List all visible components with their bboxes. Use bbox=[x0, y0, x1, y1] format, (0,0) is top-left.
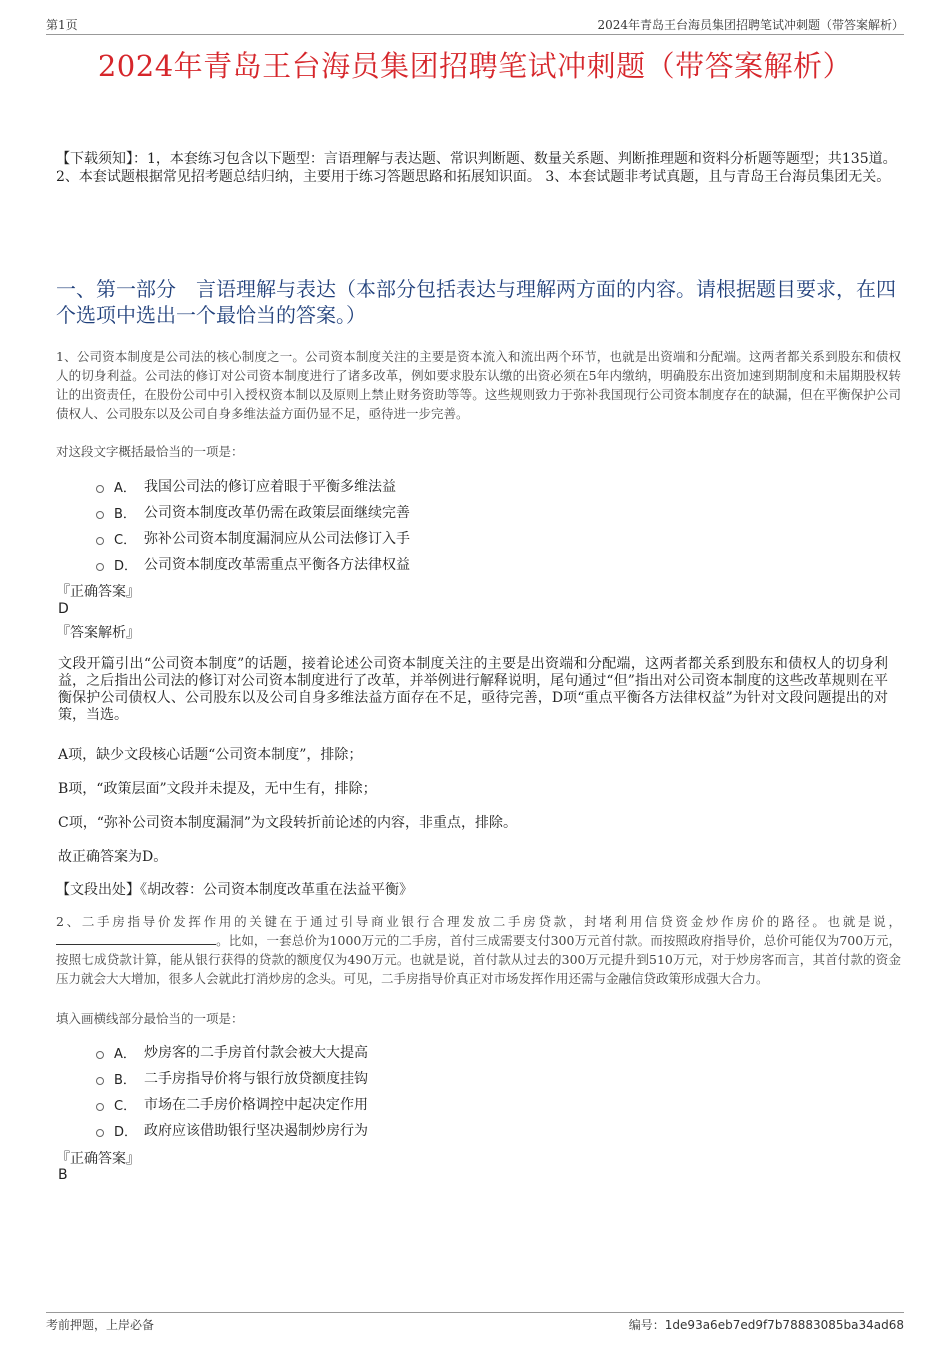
question-1-option-b[interactable]: B． 公司资本制度改革仍需在政策层面继续完善 bbox=[96, 499, 410, 525]
footer-code: 编号：1de93a6eb7ed9f7b78883085ba34ad68 bbox=[628, 1318, 904, 1332]
page-footer bbox=[46, 1312, 904, 1332]
question-1-text: 1、公司资本制度是公司法的核心制度之一。公司资本制度关注的主要是资本流入和流出两个环节，也就是出资端和分配端。这两者都关系到股东和债权人的切身利益。公司法的修订对公司资本制度进行了诸多改革，例如要求股东认缴的出资必须在5年内缴纳，明确股东出资加速到期制度和未届期股权转让的出资责任，在股份公司中引入授权资本制以及原则上禁止财务资助等等。这些规则致力于弥补我国现行公司资本制度存在的缺漏，但在平衡保护公司债权人、公司股东以及公司自身多维法益方面仍显不足，亟待进一步完善。 bbox=[56, 349, 901, 421]
question-2-prompt: 填入画横线部分最恰当的一项是： bbox=[56, 1011, 244, 1026]
page-number: 第1页 bbox=[46, 18, 78, 32]
question-2-option-a[interactable]: A． 炒房客的二手房首付款会被大大提高 bbox=[96, 1039, 368, 1065]
question-1-option-c[interactable]: C． 弥补公司资本制度漏洞应从公司法修订入手 bbox=[96, 525, 410, 551]
question-2-option-b[interactable]: B． 二手房指导价将与银行放贷额度挂钩 bbox=[96, 1065, 368, 1091]
question-2-option-d[interactable]: D． 政府应该借助银行坚决遏制炒房行为 bbox=[96, 1117, 368, 1143]
question-1-prompt: 对这段文字概括最恰当的一项是： bbox=[56, 444, 244, 459]
radio-icon[interactable] bbox=[96, 1077, 104, 1085]
question-1-options bbox=[96, 473, 410, 577]
section-title: 一、第一部分 言语理解与表达（本部分包括表达与理解两方面的内容。请根据题目要求，在四个选项中选出一个最恰当的答案。） bbox=[56, 277, 896, 327]
footer-slogan: 考前押题，上岸必备 bbox=[46, 1318, 155, 1332]
analysis-line-c: C项，“弥补公司资本制度漏洞”为文段转折前论述的内容，非重点，排除。 bbox=[58, 815, 518, 831]
question-1-source: 【文段出处】《胡改蓉：公司资本制度改革重在法益平衡》 bbox=[56, 882, 413, 898]
question-2-answer: B bbox=[58, 1167, 68, 1183]
radio-icon[interactable] bbox=[96, 563, 104, 571]
question-1-answer: D bbox=[58, 601, 69, 617]
radio-icon[interactable] bbox=[96, 1129, 104, 1137]
question-2-option-c[interactable]: C． 市场在二手房价格调控中起决定作用 bbox=[96, 1091, 368, 1117]
question-2-answer-label: 『正确答案』 bbox=[56, 1151, 140, 1167]
analysis-conclusion: 故正确答案为D。 bbox=[58, 849, 168, 865]
question-2-text: 2、二手房指导价发挥作用的关键在于通过引导商业银行合理发放二手房贷款，封堵利用信贷资金炒作房价的路径。也就是说，。比如，一套总价为1000万元的二手房，首付三成需要支付300万元首付款。而按照政府指导价，总价可能仅为700万元，按照七成贷款计算，能从银行获得的贷款的额度仅为490万元。也就是说，首付款从过去的300万元提升到510万元，对于炒房客而言，其首付款的资金压力就会大大增加，很多人会就此打消炒房的念头。可见，二手房指导价真正对市场发挥作用还需与金融信贷政策形成强大合力。 bbox=[56, 914, 901, 986]
radio-icon[interactable] bbox=[96, 511, 104, 519]
question-1-answer-label: 『正确答案』 bbox=[56, 584, 140, 600]
question-1-analysis-label: 『答案解析』 bbox=[56, 625, 140, 641]
header-doc-title: 2024年青岛王台海员集团招聘笔试冲刺题（带答案解析） bbox=[597, 18, 904, 32]
download-notice: 【下载须知】：1，本套练习包含以下题型：言语理解与表达题、常识判断题、数量关系题、判断推理题和资料分析题等题型；共135道。 2、本套试题根据常见招考题总结归纳，主要用于练习答题思路和拓展知识面。 3、本套试题非考试真题，且与青岛王台海员集团无关。 bbox=[56, 151, 897, 185]
radio-icon[interactable] bbox=[96, 1103, 104, 1111]
document-title: 2024年青岛王台海员集团招聘笔试冲刺题（带答案解析） bbox=[97, 49, 853, 83]
radio-icon[interactable] bbox=[96, 485, 104, 493]
question-1-option-d[interactable]: D． 公司资本制度改革需重点平衡各方法律权益 bbox=[96, 551, 410, 577]
radio-icon[interactable] bbox=[96, 1051, 104, 1059]
question-2-options bbox=[96, 1039, 368, 1143]
analysis-line-a: A项，缺少文段核心话题“公司资本制度”，排除； bbox=[58, 747, 363, 763]
radio-icon[interactable] bbox=[96, 537, 104, 545]
page-header bbox=[46, 14, 904, 35]
question-1-option-a[interactable]: A． 我国公司法的修订应着眼于平衡多维法益 bbox=[96, 473, 410, 499]
analysis-line-b: B项，“政策层面”文段并未提及，无中生有，排除； bbox=[58, 781, 377, 797]
question-1-analysis: 文段开篇引出“公司资本制度”的话题，接着论述公司资本制度关注的主要是出资端和分配端，这两者都关系到股东和债权人的切身利益，之后指出公司法的修订对公司资本制度进行了改革，并举例进行解释说明，尾句通过“但”指出对公司资本制度的这些改革规则在平衡保护公司债权人、公司股东以及公司自身多维法益方面存在不足，亟待完善，D项“重点平衡各方法律权益”为针对文段问题提出的对策，当选。 bbox=[58, 656, 888, 723]
fill-blank bbox=[56, 932, 216, 945]
